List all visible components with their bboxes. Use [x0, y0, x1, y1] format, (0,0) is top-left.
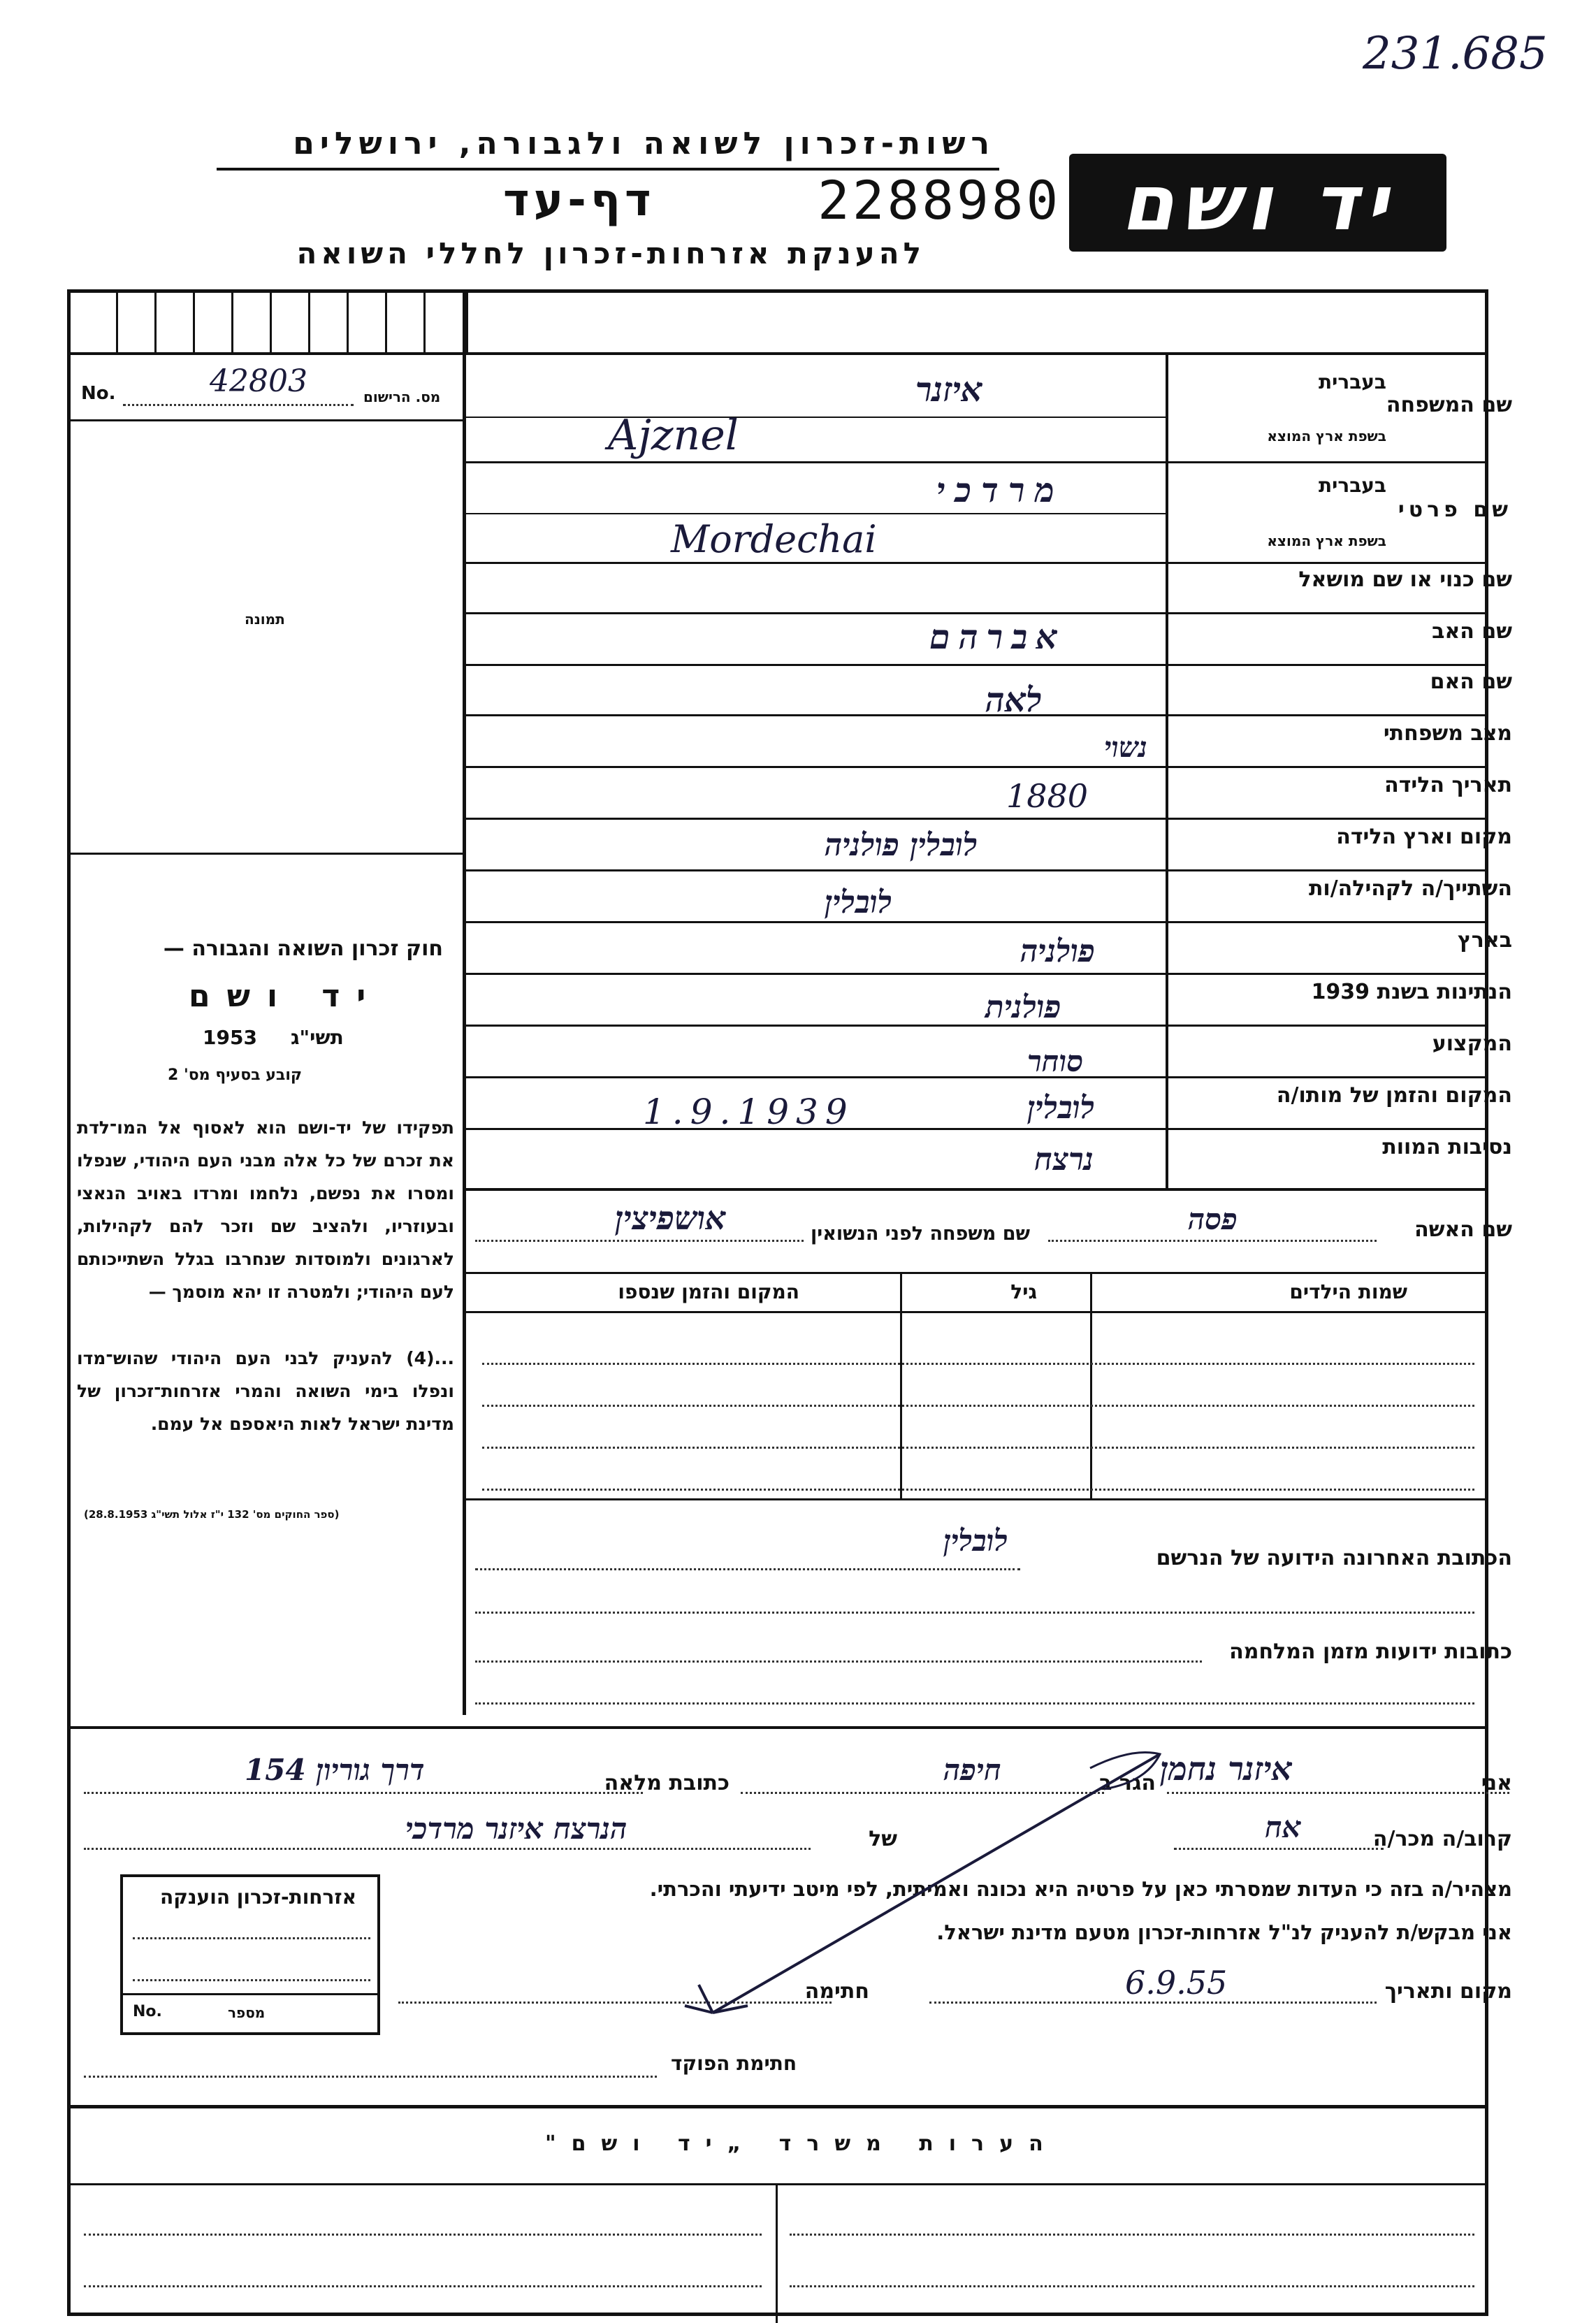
firstname-label: שם פרטי: [1398, 498, 1512, 522]
address-line: [84, 1792, 643, 1794]
child-row-1: [482, 1363, 1474, 1365]
citizenship-value: פולנית: [985, 990, 1061, 1025]
form-subtitle: להענקת אזרחות-זכרון לחללי השואה: [296, 236, 925, 270]
rule-13: [464, 1025, 1488, 1027]
declaration-i-label: אני: [1481, 1771, 1512, 1795]
maiden-value: אושפיצין: [615, 1199, 726, 1237]
surname-latin-value: Ajznel: [608, 411, 739, 460]
birthplace-label: מקום וארץ הלידה: [1336, 825, 1512, 849]
surname-label: שם המשפחה: [1386, 393, 1512, 417]
law-name: יד ושם: [189, 978, 383, 1014]
marital-label: מצב משפחתי: [1383, 721, 1512, 746]
children-header-place: המקום והזמן שנספו: [618, 1280, 799, 1303]
declarant-line: [1167, 1792, 1509, 1794]
birthdate-label: תאריך הלידה: [1384, 773, 1512, 797]
form-title: דף-עד: [503, 175, 655, 226]
top-box-grid: [67, 289, 468, 352]
registration-no-prefix: No.: [81, 383, 116, 404]
community-label: השתייך/ה לקהילה/ות: [1308, 876, 1512, 901]
rule-4: [464, 562, 1488, 564]
relation-line: [1174, 1848, 1384, 1850]
spouse-value: פסה: [1188, 1202, 1238, 1236]
children-col-2: [1090, 1273, 1092, 1498]
child-row-4: [482, 1489, 1474, 1491]
last-address-line-2: [475, 1612, 1474, 1614]
registration-label: מס. הרישום: [363, 389, 441, 405]
officer-line: [84, 2076, 657, 2078]
death-date-value: 1.9.1939: [643, 1092, 855, 1132]
citizenship-box-line-2: [133, 1979, 370, 1981]
rule-6: [464, 664, 1488, 666]
notes-line-3: [84, 2285, 762, 2287]
rule-label-1: [1166, 461, 1488, 463]
rule-7: [464, 714, 1488, 716]
country-value: פולניה: [1020, 934, 1095, 969]
spouse-line: [1048, 1240, 1377, 1242]
surname-origin-tag: בשפת ארץ המוצא: [1267, 428, 1386, 444]
officer-label: חתימת הפוקד: [671, 2052, 797, 2075]
father-value: אברהם: [929, 618, 1066, 657]
law-title: חוק זכרון השואה והגבורה —: [163, 936, 443, 961]
rule-17: [464, 1272, 1488, 1274]
war-address-line: [475, 1660, 1202, 1663]
surname-hebrew-tag: בעברית: [1318, 370, 1386, 393]
law-citation: (ספר החוקים מס' 132 י"ז אלול תשי"ג 28.8.1953): [84, 1508, 340, 1521]
children-col-1: [900, 1273, 902, 1498]
law-year: 1953: [203, 1026, 257, 1049]
rule-10: [464, 869, 1488, 871]
war-address-label: כתובות ידועות מזמן המלחמה: [1229, 1640, 1512, 1664]
law-hebrew-year: תשי"ג: [291, 1026, 344, 1049]
declarant-value: איזנר נחמן: [1160, 1750, 1293, 1788]
resides-value: חיפה: [943, 1753, 1001, 1787]
war-address-line-2: [475, 1702, 1474, 1705]
serial-number: 2288980: [818, 169, 1061, 231]
children-bottom-rule: [464, 1498, 1488, 1500]
signature-label: חתימה: [804, 1979, 869, 2004]
firstname-origin-tag: בשפת ארץ המוצא: [1267, 533, 1386, 549]
children-header-rule: [464, 1311, 1488, 1313]
children-header-age: גיל: [1010, 1280, 1037, 1303]
death-place-value: לובלין: [1027, 1090, 1095, 1126]
profession-value: סוחר: [1027, 1044, 1084, 1078]
rule-1: [464, 417, 1167, 418]
circumstances-value: נרצח: [1034, 1142, 1094, 1178]
community-value: לובלין: [825, 885, 892, 920]
date-value: 6.9.55: [1125, 1964, 1228, 2002]
rule-15: [464, 1128, 1488, 1130]
rule-8: [464, 766, 1488, 768]
yad-vashem-logo: [1069, 154, 1446, 252]
citizenship-granted-box: [120, 1874, 380, 2035]
declaration-top-rule: [67, 1726, 1488, 1729]
authority-title: רשות-זכרון לשואה ולגבורה, ירושלים: [293, 126, 995, 161]
profession-label: המקצוע: [1432, 1032, 1512, 1056]
resides-label: הגר ב: [1099, 1771, 1156, 1795]
address-value: דרך גוריון 154: [245, 1753, 425, 1787]
last-address-label: הכתובת האחרונה הידועה של הנרשם: [1156, 1546, 1512, 1570]
last-address-line: [475, 1568, 1020, 1570]
firstname-latin-value: Mordechai: [671, 517, 877, 561]
rule-12: [464, 973, 1488, 975]
child-row-3: [482, 1447, 1474, 1449]
nickname-label: שם כנוי או שם מושאל: [1298, 567, 1512, 592]
law-paragraph-1: תפקידו של יד-ושם הוא לאסוף אל המו־לדת את זכרם של כל אלה מבני העם היהודי, שנפלו ומסרו את נפשם, נלחמו ומרדו באויב הנאצי ובעוזריו, ולהציב שם וזכר להם לקהילות, לארגונים ולמוסדות שנחרבו בגלל השתייכותם לעם היהודי; ולמטרה זו יהא מוסמך —: [77, 1117, 454, 1302]
law-paragraph-2: ...(4) להעניק לבני העם היהודי שהוש־מדו ונפלו בימי השואה והמרי אזרחות־זכרון של מדינת ישראל לאות היאספם אל עמם.: [77, 1348, 454, 1434]
country-label: בארץ: [1457, 928, 1512, 953]
registration-rule: [67, 419, 464, 421]
rule-14: [464, 1076, 1488, 1078]
notes-line-2: [790, 2234, 1474, 2236]
rule-11: [464, 921, 1488, 923]
firstname-hebrew-tag: בעברית: [1318, 474, 1386, 497]
notes-line-4: [790, 2285, 1474, 2287]
label-column-divider: [1166, 355, 1168, 1188]
declaration-statement-2: אני מבקש/ת להעניק לנ"ל אזרחות-זכרון מטעם מדינת ישראל.: [936, 1920, 1512, 1944]
rule-9: [464, 818, 1488, 820]
maiden-line: [475, 1240, 804, 1242]
photo-rule: [67, 853, 464, 855]
rule-5: [464, 612, 1488, 614]
signature-mark: [657, 1740, 1188, 2034]
rule-3: [464, 513, 1167, 514]
citizenship-box-title: אזרחות-זכרון הוענקה: [160, 1886, 356, 1909]
notes-rule: [67, 2183, 1488, 2185]
circumstances-label: נסיבות המוות: [1382, 1135, 1512, 1159]
citizenship-box-no: No.: [133, 2003, 162, 2020]
notes-divider: [776, 2185, 778, 2323]
marital-value: נשוי: [1104, 731, 1148, 764]
address-label: כתובת מלאה: [604, 1771, 730, 1795]
last-address-value: לובלין: [943, 1524, 1008, 1558]
notes-top-rule: [67, 2105, 1488, 2108]
citizenship-box-line-1: [133, 1937, 370, 1939]
top-rule: [67, 352, 1488, 355]
citizenship-box-number-label: מספר: [228, 2004, 266, 2021]
of-label: של: [869, 1827, 897, 1851]
declaration-statement-1: מצהיר/ה בזה כי העדות שמסרתי כאן על פרטיה היא נכונה ואמיתית, לפי מיטב ידיעתי והכרתי.: [649, 1877, 1512, 1901]
registration-line: [123, 404, 354, 406]
citizenship-box-rule: [123, 1993, 379, 1995]
citizenship-label: הנתינות בשנת 1939: [1311, 980, 1512, 1004]
child-row-2: [482, 1405, 1474, 1407]
surname-hebrew-value: איזנר: [915, 370, 982, 410]
firstname-hebrew-value: מרדכי: [936, 471, 1064, 510]
relation-value: אח: [1265, 1810, 1301, 1844]
relative-label: קרוב/ה מכר/ה: [1372, 1827, 1512, 1851]
mother-value: לאה: [985, 681, 1042, 720]
mother-label: שם האם: [1430, 670, 1512, 694]
death-label: המקום והזמן של מותו/ה: [1276, 1083, 1512, 1108]
of-value: הנרצח איזנר מרדכי: [405, 1811, 627, 1846]
law-section: קובע בסעיף מס' 2: [168, 1066, 303, 1084]
spouse-label: שם האשה: [1414, 1217, 1512, 1242]
maiden-label: שם משפחה לפני הנשואין: [811, 1223, 1031, 1245]
father-label: שם האב: [1432, 619, 1512, 644]
office-notes-title: הערות משרד „יד ושם": [545, 2132, 1059, 2156]
notes-line-1: [84, 2234, 762, 2236]
birthdate-value: 1880: [1006, 777, 1089, 815]
photo-label: תמונה: [245, 611, 285, 628]
corner-number: 231.685: [1363, 28, 1548, 80]
birthplace-value: לובלין פולניה: [825, 827, 978, 863]
children-header-names: שמות הילדים: [1289, 1280, 1407, 1303]
left-column-divider: [463, 289, 466, 1715]
rule-16: [464, 1188, 1488, 1191]
rule-2: [464, 461, 1167, 463]
logo-text: יד ושם: [1120, 158, 1395, 247]
registration-number: 42803: [210, 363, 307, 399]
place-date-label: מקום ותאריך: [1384, 1979, 1512, 2004]
